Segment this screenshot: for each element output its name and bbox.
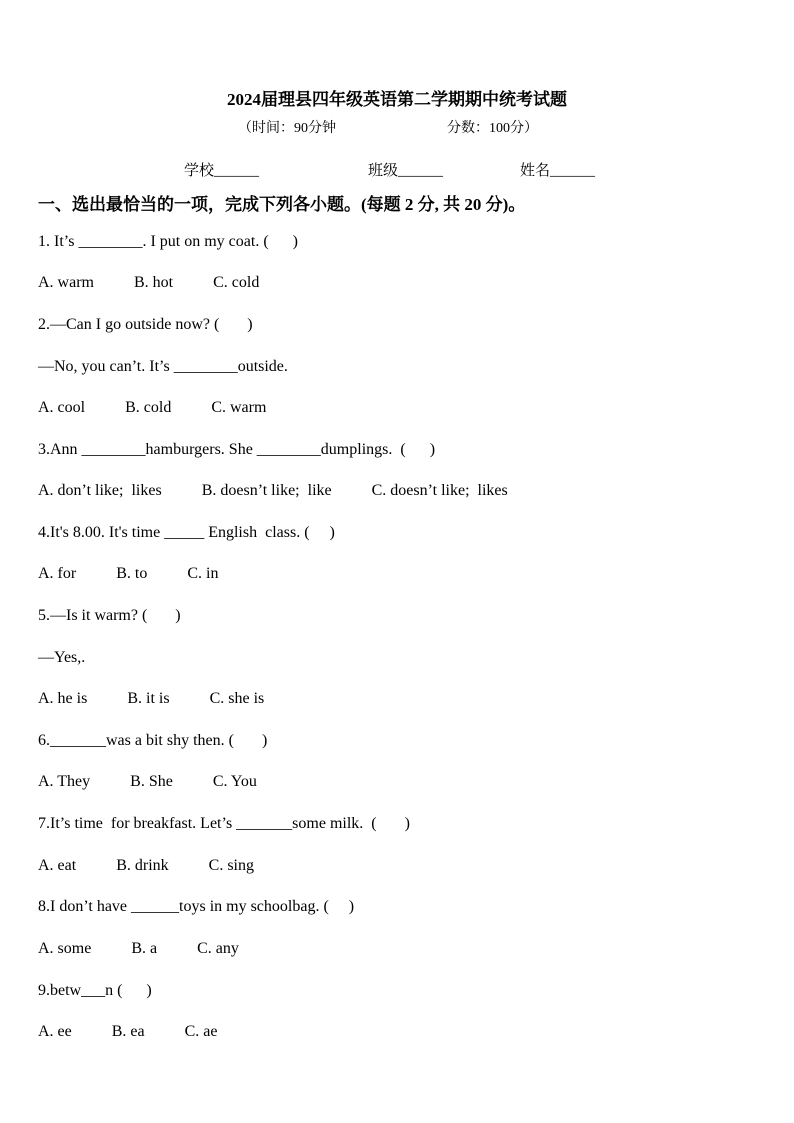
question-stem: 2.—Can I go outside now? ( )	[38, 316, 253, 333]
question-options: A. ee B. ea C. ae	[38, 1023, 218, 1040]
question-stem: 3.Ann ________hamburgers. She ________dumplings. ( )	[38, 441, 436, 458]
exam-time: （时间：90分钟	[238, 121, 336, 136]
question-options: A. some B. a C. any	[38, 940, 239, 957]
question-stem-continued: —Yes,.	[38, 649, 86, 666]
question-options: A. don’t like; likes B. doesn’t like; like C. doesn’t like; likes	[38, 482, 508, 499]
exam-info	[238, 117, 538, 137]
question-options: A. warm B. hot C. cold	[38, 274, 260, 291]
question-options: A. eat B. drink C. sing	[38, 857, 254, 874]
question-options: A. he is B. it is C. she is	[38, 690, 265, 707]
question-stem: 7.It’s time for breakfast. Let’s _______some milk. ( )	[38, 815, 410, 832]
question-options: A. for B. to C. in	[38, 565, 219, 582]
page-title: 2024届理县四年级英语第二学期期中统考试题	[227, 90, 567, 109]
question-stem: 4.It's 8.00. It's time _____ English class. ( )	[38, 524, 335, 541]
question-stem: 5.—Is it warm? ( )	[38, 607, 181, 624]
question-stem: 8.I don’t have ______toys in my schoolbag. ( )	[38, 898, 355, 915]
question-stem: 9.betw___n ( )	[38, 982, 152, 999]
section-heading: 一、选出最恰当的一项，完成下列各小题。(每题 2 分, 共 20 分)。	[38, 195, 526, 214]
exam-score: 分数：100分）	[447, 121, 538, 136]
question-stem-continued: —No, you can’t. It’s ________outside.	[38, 358, 288, 375]
class-field: 班级______	[368, 163, 444, 179]
question-stem: 6._______was a bit shy then. ( )	[38, 732, 268, 749]
school-field: 学校______	[184, 163, 260, 179]
question-options: A. cool B. cold C. warm	[38, 399, 267, 416]
question-stem: 1. It’s ________. I put on my coat. ( )	[38, 233, 298, 250]
question-options: A. They B. She C. You	[38, 773, 257, 790]
name-field: 姓名______	[520, 163, 596, 179]
